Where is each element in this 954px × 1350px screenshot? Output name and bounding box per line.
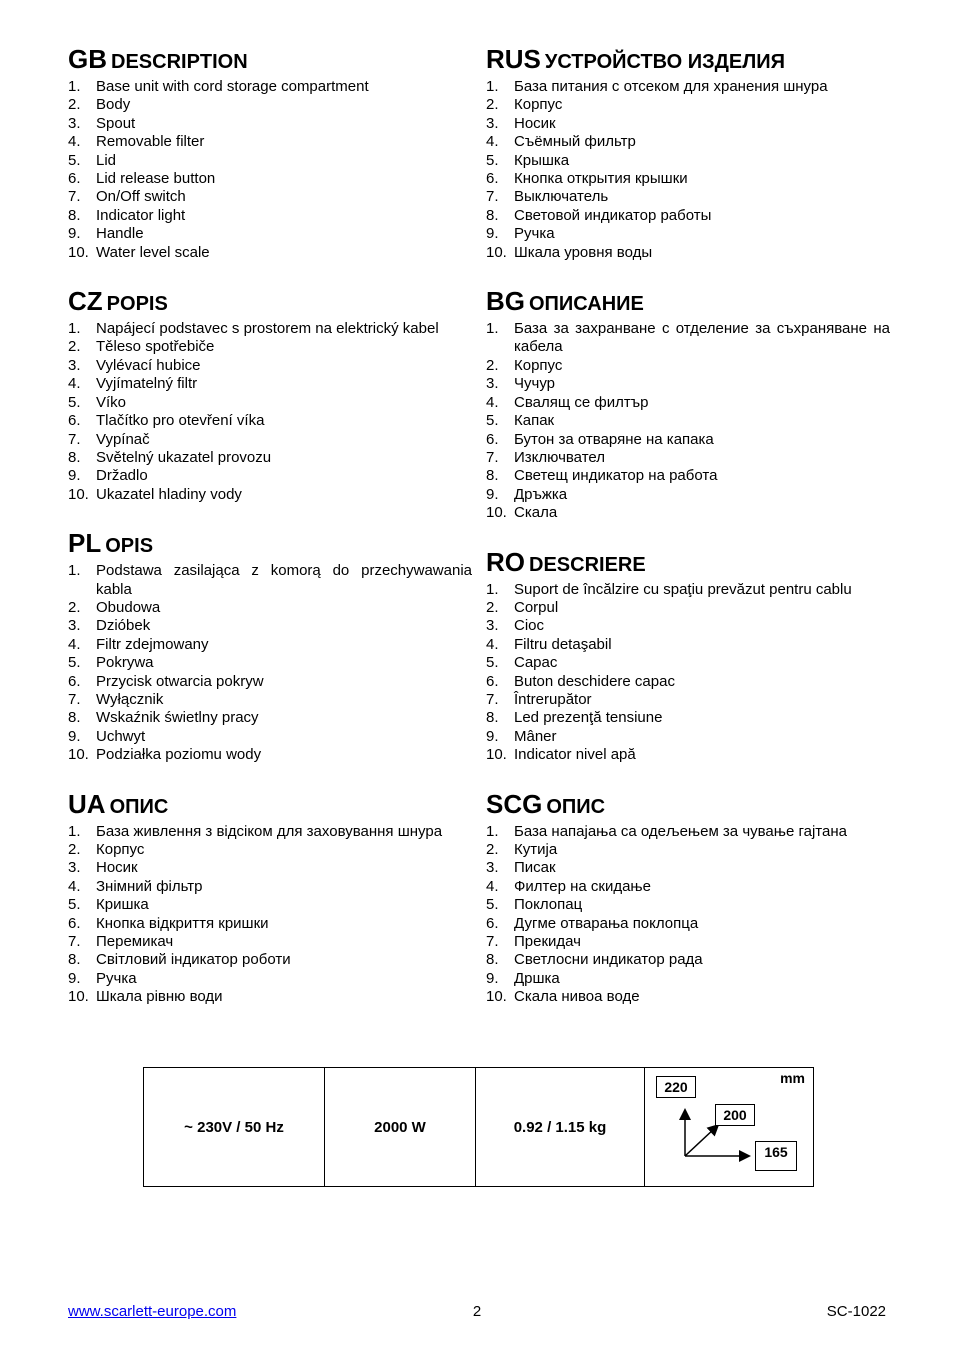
item-number: 8. xyxy=(68,206,81,224)
item-number: 1. xyxy=(68,822,81,840)
item-number: 4. xyxy=(68,375,81,393)
list-item xyxy=(486,394,890,412)
specs-table xyxy=(143,1067,814,1187)
parts-list xyxy=(486,823,890,1007)
list-item xyxy=(486,244,890,262)
list-item xyxy=(68,431,472,449)
list-item xyxy=(486,933,890,951)
section-heading: DESCRIPTION xyxy=(111,51,248,73)
item-text: Cioc xyxy=(514,617,545,635)
spec-voltage: ~ 230V / 50 Hz xyxy=(144,1068,325,1187)
list-item xyxy=(68,394,472,412)
item-text: Свалящ се филтър xyxy=(514,393,649,411)
item-number: 8. xyxy=(486,951,499,969)
item-number: 1. xyxy=(486,78,499,95)
item-text: Писак xyxy=(514,859,556,877)
list-item xyxy=(68,823,472,841)
item-text: Скала xyxy=(514,504,558,522)
item-number: 2. xyxy=(486,96,499,114)
item-text: Выключатель xyxy=(514,188,609,206)
list-item xyxy=(68,486,472,504)
list-item xyxy=(486,188,890,206)
list-item xyxy=(486,486,890,504)
item-text: Ukazatel hladiny vody xyxy=(96,485,242,503)
parts-list xyxy=(68,78,472,262)
website-link[interactable]: www.scarlett-europe.com xyxy=(68,1303,237,1320)
section-heading: ОПИС xyxy=(109,795,169,818)
section-scg xyxy=(486,785,890,1007)
item-text: Прекидач xyxy=(514,933,581,951)
section-title xyxy=(68,524,472,562)
item-text: Podstawa zasilająca z komorą do przechywawania kabla xyxy=(96,562,472,598)
list-item xyxy=(68,562,472,599)
item-number: 10. xyxy=(486,504,507,522)
list-item xyxy=(68,133,472,151)
item-number: 9. xyxy=(486,225,499,243)
list-item xyxy=(68,636,472,654)
item-text: Корпус xyxy=(514,356,563,374)
item-text: Uchwyt xyxy=(96,727,146,745)
item-number: 4. xyxy=(486,133,499,151)
list-item xyxy=(486,896,890,914)
item-text: Vyjímatelný filtr xyxy=(96,375,198,393)
item-text: Изключвател xyxy=(514,448,605,466)
item-text: Бутон за отваряне на капака xyxy=(514,430,714,448)
item-number: 9. xyxy=(486,727,499,745)
item-number: 4. xyxy=(486,393,499,411)
item-text: Знімний фільтр xyxy=(96,877,203,895)
section-title xyxy=(486,40,890,78)
item-number: 6. xyxy=(486,914,499,932)
item-number: 2. xyxy=(486,356,499,374)
list-item xyxy=(486,915,890,933)
item-text: Светещ индикатор на работа xyxy=(514,467,718,485)
list-item xyxy=(486,431,890,449)
language-code: RUS xyxy=(486,44,541,74)
list-item xyxy=(68,841,472,859)
language-code: GB xyxy=(68,44,107,74)
item-text: Носик xyxy=(514,114,556,132)
item-number: 6. xyxy=(68,914,81,932)
item-number: 7. xyxy=(486,188,499,206)
item-text: Indicator light xyxy=(96,206,186,224)
list-item xyxy=(68,896,472,914)
parts-list xyxy=(68,562,472,764)
item-number: 2. xyxy=(486,841,499,858)
list-item xyxy=(68,654,472,672)
item-text: Съёмный фильтр xyxy=(514,133,636,151)
item-number: 5. xyxy=(486,654,499,672)
item-text: Дршка xyxy=(514,969,560,987)
item-text: Lid xyxy=(96,151,117,169)
item-number: 1. xyxy=(486,822,499,840)
list-item xyxy=(486,617,890,635)
item-text: Крышка xyxy=(514,151,570,169)
item-number: 4. xyxy=(68,877,81,895)
item-number: 3. xyxy=(486,859,499,877)
list-item xyxy=(486,636,890,654)
model-number: SC-1022 xyxy=(826,1303,886,1320)
item-number: 10. xyxy=(486,243,507,261)
list-item xyxy=(68,709,472,727)
item-text: Lid release button xyxy=(96,170,216,188)
list-item xyxy=(486,133,890,151)
list-item xyxy=(68,933,472,951)
list-item xyxy=(486,152,890,170)
item-number: 6. xyxy=(68,412,81,430)
item-number: 8. xyxy=(486,206,499,224)
item-number: 7. xyxy=(68,933,81,951)
item-text: Napájecí podstavec s prostorem na elektrický kabel xyxy=(96,320,439,338)
item-number: 7. xyxy=(486,933,499,951)
dimension-depth: 200 xyxy=(715,1104,755,1126)
list-item xyxy=(68,915,472,933)
item-text: Поклопац xyxy=(514,896,583,914)
item-number: 2. xyxy=(68,96,81,114)
item-text: Кнопка открытия крышки xyxy=(514,170,688,188)
item-text: On/Off switch xyxy=(96,188,186,206)
item-text: Led prezenţă tensiune xyxy=(514,709,663,727)
item-text: Перемикач xyxy=(96,933,174,951)
item-number: 6. xyxy=(486,430,499,448)
left-column xyxy=(68,40,472,1007)
item-number: 1. xyxy=(68,78,81,95)
item-number: 10. xyxy=(68,485,89,503)
item-text: Corpul xyxy=(514,598,559,616)
list-item xyxy=(486,504,890,522)
list-item xyxy=(68,320,472,338)
item-text: Obudowa xyxy=(96,598,161,616)
item-text: Dzióbek xyxy=(96,617,151,635)
item-number: 3. xyxy=(486,617,499,635)
item-text: База напајања са одељењем за чување гајтана xyxy=(514,822,847,840)
item-text: Světelný ukazatel provozu xyxy=(96,448,272,466)
section-cz xyxy=(68,282,472,504)
item-number: 8. xyxy=(68,951,81,969)
list-item xyxy=(68,691,472,709)
item-text: Носик xyxy=(96,859,138,877)
item-text: Pokrywa xyxy=(96,654,154,672)
item-number: 4. xyxy=(68,133,81,151)
item-text: Suport de încălzire cu spaţiu prevăzut pentru cablu xyxy=(514,580,852,598)
item-text: Светлосни индикатор рада xyxy=(514,951,703,969)
item-number: 8. xyxy=(68,448,81,466)
item-text: Капак xyxy=(514,412,555,430)
item-text: База за захранване с отделение за съхраняване на кабела xyxy=(514,320,890,356)
parts-list xyxy=(486,320,890,522)
section-rus xyxy=(486,40,890,262)
item-number: 8. xyxy=(68,709,81,727)
section-heading: УСТРОЙСТВО ИЗДЕЛИЯ xyxy=(544,51,786,73)
item-text: Filtru detaşabil xyxy=(514,635,612,653)
list-item xyxy=(486,859,890,877)
item-text: Removable filter xyxy=(96,133,205,151)
item-number: 5. xyxy=(68,151,81,169)
list-item xyxy=(486,878,890,896)
dimension-height: 220 xyxy=(656,1076,696,1098)
section-gb xyxy=(68,40,472,262)
language-code: UA xyxy=(68,788,106,819)
item-number: 5. xyxy=(68,896,81,914)
section-heading: DESCRIERE xyxy=(529,553,646,576)
section-title xyxy=(486,282,890,320)
section-heading: ОПИСАНИЕ xyxy=(529,293,644,316)
language-code: CZ xyxy=(68,286,103,317)
list-item xyxy=(486,78,890,96)
parts-list xyxy=(486,78,890,262)
list-item xyxy=(68,188,472,206)
list-item xyxy=(68,673,472,691)
list-item xyxy=(68,449,472,467)
item-text: Indicator nivel apă xyxy=(514,746,636,764)
item-text: База питания с отсеком для хранения шнура xyxy=(514,78,828,95)
item-number: 3. xyxy=(68,617,81,635)
list-item xyxy=(486,841,890,859)
list-item xyxy=(486,96,890,114)
item-number: 5. xyxy=(486,151,499,169)
parts-list xyxy=(68,320,472,504)
item-number: 6. xyxy=(68,672,81,690)
item-number: 7. xyxy=(68,430,81,448)
item-number: 10. xyxy=(486,746,507,764)
item-number: 10. xyxy=(486,988,507,1006)
item-text: Base unit with cord storage compartment xyxy=(96,78,369,95)
item-number: 6. xyxy=(486,672,499,690)
item-number: 5. xyxy=(486,896,499,914)
list-item xyxy=(486,225,890,243)
item-text: Кнопка відкриття кришки xyxy=(96,914,269,932)
item-number: 4. xyxy=(68,635,81,653)
language-code: BG xyxy=(486,286,525,317)
parts-list xyxy=(68,823,472,1007)
item-text: Przycisk otwarcia pokryw xyxy=(96,672,264,690)
item-text: Wyłącznik xyxy=(96,690,164,708)
list-item xyxy=(486,170,890,188)
list-item xyxy=(68,859,472,877)
item-number: 2. xyxy=(68,598,81,616)
item-number: 7. xyxy=(486,690,499,708)
list-item xyxy=(486,654,890,672)
list-item xyxy=(486,728,890,746)
list-item xyxy=(68,617,472,635)
item-text: Buton deschidere capac xyxy=(514,672,675,690)
item-text: Световой индикатор работы xyxy=(514,206,712,224)
item-text: Ручка xyxy=(96,969,137,987)
list-item xyxy=(486,951,890,969)
item-text: Скала нивоа воде xyxy=(514,988,640,1006)
item-number: 5. xyxy=(68,393,81,411)
item-text: Vylévací hubice xyxy=(96,356,201,374)
list-item xyxy=(68,78,472,96)
item-number: 4. xyxy=(486,877,499,895)
item-text: Držadlo xyxy=(96,467,148,485)
section-pl xyxy=(68,524,472,764)
item-number: 9. xyxy=(68,969,81,987)
item-number: 9. xyxy=(486,485,499,503)
item-text: Wskaźnik świetlny pracy xyxy=(96,709,259,727)
list-item xyxy=(68,746,472,764)
item-text: Filtr zdejmowany xyxy=(96,635,209,653)
item-text: Дръжка xyxy=(514,485,568,503)
list-item xyxy=(486,691,890,709)
section-title xyxy=(486,543,890,581)
section-ua xyxy=(68,785,472,1007)
list-item xyxy=(68,412,472,430)
item-number: 3. xyxy=(486,375,499,393)
item-text: Кутија xyxy=(514,841,558,858)
item-number: 10. xyxy=(68,243,89,261)
item-text: Чучур xyxy=(514,375,555,393)
item-number: 2. xyxy=(68,338,81,356)
list-item xyxy=(486,599,890,617)
item-text: Water level scale xyxy=(96,243,210,261)
item-number: 2. xyxy=(486,598,499,616)
list-item xyxy=(486,988,890,1006)
list-item xyxy=(486,412,890,430)
item-text: Handle xyxy=(96,225,144,243)
language-code: RO xyxy=(486,546,525,577)
section-title xyxy=(68,40,472,78)
dimensions-unit: mm xyxy=(780,1070,805,1086)
item-text: Podziałka poziomu wody xyxy=(96,746,262,764)
list-item xyxy=(68,728,472,746)
dimension-width: 165 xyxy=(755,1141,797,1171)
item-number: 3. xyxy=(486,114,499,132)
item-text: Capac xyxy=(514,654,558,672)
list-item xyxy=(486,357,890,375)
list-item xyxy=(486,709,890,727)
item-text: Корпус xyxy=(514,96,563,114)
item-number: 10. xyxy=(68,746,89,764)
spec-power: 2000 W xyxy=(325,1068,476,1187)
list-item xyxy=(68,357,472,375)
list-item xyxy=(486,581,890,599)
section-heading: ОПИС xyxy=(546,795,606,818)
item-number: 7. xyxy=(486,448,499,466)
item-text: Tlačítko pro otevření víka xyxy=(96,412,265,430)
item-text: Кришка xyxy=(96,896,149,914)
list-item xyxy=(68,951,472,969)
item-number: 9. xyxy=(68,225,81,243)
list-item xyxy=(486,467,890,485)
list-item xyxy=(486,823,890,841)
item-text: Ручка xyxy=(514,225,555,243)
item-number: 10. xyxy=(68,988,89,1006)
item-number: 3. xyxy=(68,356,81,374)
section-ro xyxy=(486,543,890,765)
section-bg xyxy=(486,282,890,522)
list-item xyxy=(68,338,472,356)
item-number: 1. xyxy=(68,320,81,338)
list-item xyxy=(68,878,472,896)
item-number: 3. xyxy=(68,859,81,877)
item-text: Vypínač xyxy=(96,430,150,448)
list-item xyxy=(486,746,890,764)
item-number: 1. xyxy=(486,320,499,338)
spec-weight: 0.92 / 1.15 kg xyxy=(476,1068,645,1187)
item-text: Шкала уровня воды xyxy=(514,243,653,261)
section-title xyxy=(68,785,472,823)
list-item xyxy=(68,225,472,243)
item-text: Mâner xyxy=(514,727,557,745)
item-number: 5. xyxy=(68,654,81,672)
item-text: Корпус xyxy=(96,841,145,858)
list-item xyxy=(68,244,472,262)
item-number: 9. xyxy=(68,727,81,745)
item-number: 2. xyxy=(68,841,81,858)
list-item xyxy=(68,115,472,133)
page-number: 2 xyxy=(472,1303,482,1320)
list-item xyxy=(68,599,472,617)
right-column xyxy=(486,40,890,1007)
item-text: Víko xyxy=(96,393,127,411)
item-number: 5. xyxy=(486,412,499,430)
item-number: 8. xyxy=(486,709,499,727)
section-title xyxy=(68,282,472,320)
list-item xyxy=(68,207,472,225)
list-item xyxy=(486,320,890,357)
item-text: Întrerupător xyxy=(514,690,592,708)
item-number: 6. xyxy=(486,170,499,188)
item-text: Body xyxy=(96,96,131,114)
item-text: Филтер на скидање xyxy=(514,877,651,895)
item-text: Шкала рівню води xyxy=(96,988,223,1006)
language-code: PL xyxy=(68,528,102,559)
item-text: Світловий індикатор роботи xyxy=(96,951,291,969)
language-code: SCG xyxy=(486,788,543,819)
item-number: 1. xyxy=(68,562,81,580)
item-text: База живлення з відсіком для заховування шнура xyxy=(96,822,443,840)
list-item xyxy=(486,449,890,467)
list-item xyxy=(68,170,472,188)
list-item xyxy=(486,970,890,988)
item-number: 4. xyxy=(486,635,499,653)
item-number: 7. xyxy=(68,188,81,206)
list-item xyxy=(68,152,472,170)
list-item xyxy=(68,467,472,485)
item-text: Těleso spotřebiče xyxy=(96,338,215,356)
list-item xyxy=(68,375,472,393)
item-number: 9. xyxy=(68,467,81,485)
list-item xyxy=(68,970,472,988)
item-number: 7. xyxy=(68,690,81,708)
list-item xyxy=(68,96,472,114)
item-text: Spout xyxy=(96,114,136,132)
item-number: 6. xyxy=(68,170,81,188)
item-number: 9. xyxy=(486,969,499,987)
item-number: 8. xyxy=(486,467,499,485)
parts-list xyxy=(486,581,890,765)
item-text: Дугме отварања поклопца xyxy=(514,914,699,932)
list-item xyxy=(68,988,472,1006)
item-number: 1. xyxy=(486,580,499,598)
list-item xyxy=(486,207,890,225)
section-heading: POPIS xyxy=(106,293,168,316)
list-item xyxy=(486,673,890,691)
spec-dimensions xyxy=(645,1068,814,1187)
section-title xyxy=(486,785,890,823)
item-number: 3. xyxy=(68,114,81,132)
list-item xyxy=(486,375,890,393)
list-item xyxy=(486,115,890,133)
section-heading: OPIS xyxy=(105,535,154,558)
